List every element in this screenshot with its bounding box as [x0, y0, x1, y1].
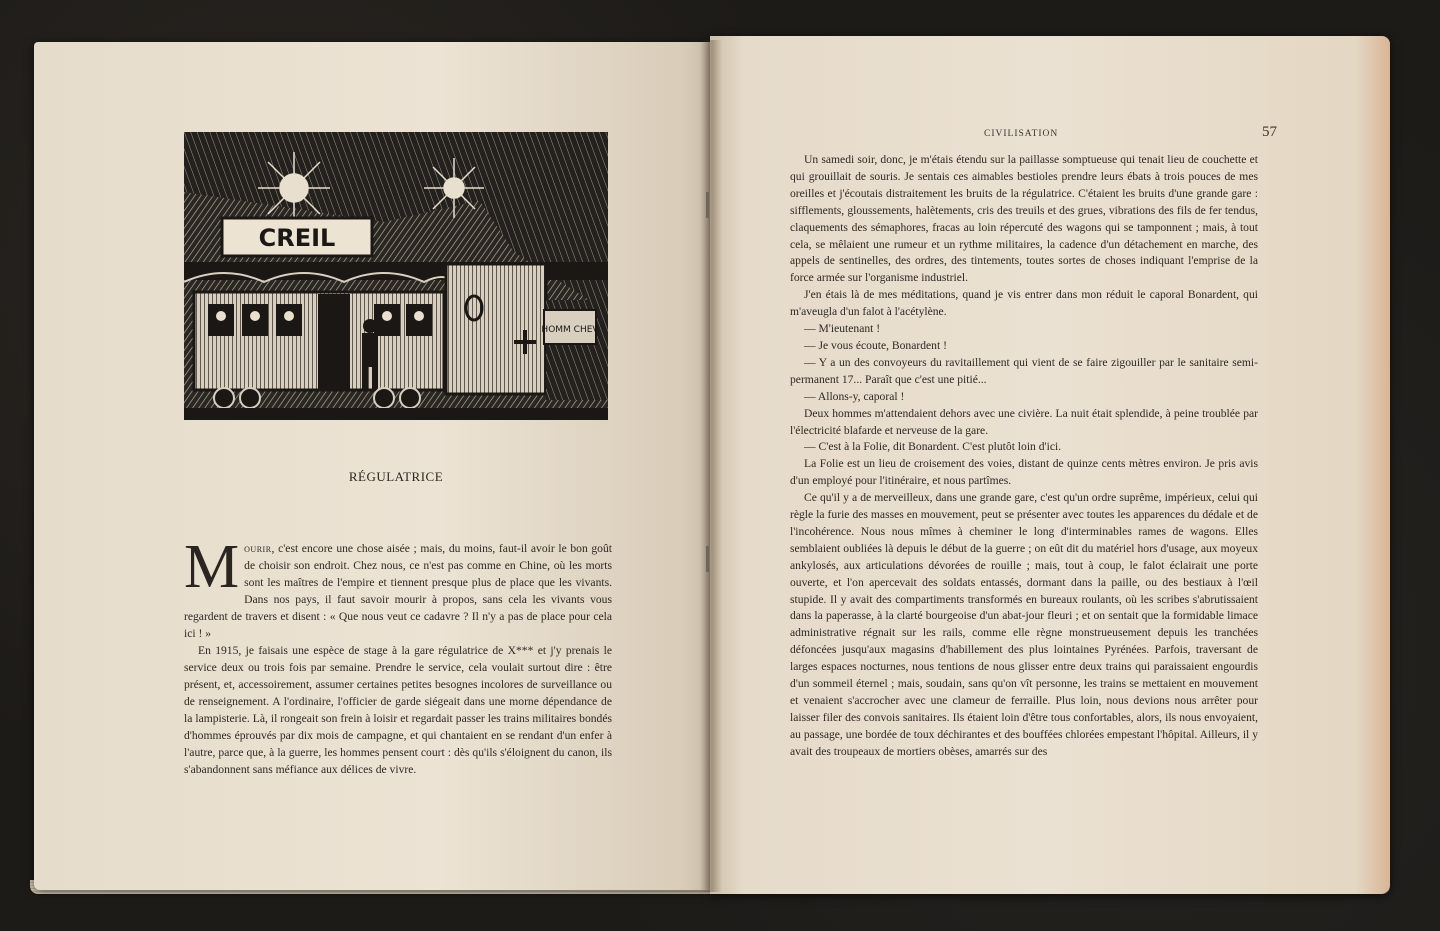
paragraph-text: Un samedi soir, donc, je m'étais étendu sur la paillasse somptueuse qui tenait lieu de couchette et qui grouillait de souris. Je sentais ces aimables bestioles prendre leurs ébats à trois pouces de mes oreilles et j'écoutais distraitement les bruits de la régulatrice. C'étaient les bruits d'une grande gare : sifflements, gloussements, halètements, cris des treuils et des grues, vibrations des fils de fer tendus, claquements des sémaphores, fracas au loin répercuté des wagons qui se tamponnent ; mais, à tout cela, se mêlaient une rumeur et un rythme militaires, la cadence d'un détachement en marche, des appels de sentinelles, des ordres, des tintements, toutes sortes de choses indiquant l'emprise de la force armée sur l'organisme industriel. [790, 153, 1258, 285]
paragraph-text: En 1915, je faisais une espèce de stage à la gare régulatrice de X*** et j'y prenais le service deux ou trois fois par semaine. Prendre le service, cela voulait surtout dire : être présent, et, accessoirement, assumer certaines petites besognes incolores de surveillance ou de renseignement. A l'ordinaire, l'officier de garde siégeait dans une morne dépendance de la lampisterie. Là, il rongeait son frein à loisir et regardait passer les trains militaires bondés d'hommes éprouvés par dix mois de campagne, et qui chantaient en se rendant d'un enfer à l'autre, parce que, à la guerre, les hommes pensent court : dès qu'ils s'éloignent du canon, ils s'abandonnent sans méfiance aux délices de vivre. [184, 644, 612, 776]
paragraph-text: La Folie est un lieu de croisement des voies, distant de quinze cents mètres environ. Je pris avis d'un employé pour l'itinéraire, et nous partîmes. [790, 457, 1258, 488]
binding-stitch [706, 192, 709, 218]
paragraph-text: J'en étais là de mes méditations, quand je vis entrer dans mon réduit le caporal Bonardent, qui m'aveugla d'un falot à l'acétylène. [790, 288, 1258, 319]
dialogue-line: — Y a un des convoyeurs du ravitaillement qui vient de se faire zigouiller par le sanitaire semi-permanent 17... Paraît que c'est une pitié... [790, 355, 1258, 386]
paragraph-text: Ce qu'il y a de merveilleux, dans une grande gare, c'est qu'un ordre suprême, impérieux, celui qui règle la furie des masses en mouvement, peut se présenter avec toutes les apparences du dédale et de l'incohérence. Nous nous mîmes à cheminer le long d'interminables rames de wagons. Elles semblaient oubliées là depuis le début de la guerre ; on eût dit du matériel hors d'usage, aux moyeux ankylosés, aux articulations dévorées de rouille ; mais, tout à coup, le falot éclairait une porte ouverte, et l'on apercevait des soldats entassés, dormant dans la paille, ou des bestiaux à l'œil stupide. Il y avait des compartiments transformés en bureaux roulants, où les scribes s'abrutissaient dans la paperasse, à la clarté bourgeoise d'un abat-jour fleuri ; et on sentait que la formidable limace administrative régnait sur les rails, comme elle règne monstrueusement depuis les tranchées défoncées jusqu'aux magasins d'habillement des plus lointaines Pyrénées. Parfois, traversant de larges espaces nocturnes, nous tentions de nous glisser entre deux trains qui paraissaient engourdis d'un sommeil éternel ; mais, soudain, sans qu'on vît personne, les trains se mettaient en mouvement et venaient s'accrocher avec une clameur de ferraille. Plus loin, nous devions nous arrêter pour laisser filer des convois sanitaires. Ils étaient loin d'être tous confortables, alors, ils nous envoyaient, au passage, une bordée de toux déchirantes et des bouffées chlorées empestant l'hôpital. Ailleurs, il y avait des troupeaux de mortiers obèses, amarrés sur des [790, 491, 1258, 758]
station-sign-text: CREIL [258, 224, 336, 252]
left-page-text [184, 533, 612, 778]
drop-capital: M [184, 533, 240, 601]
right-page-text [790, 152, 1258, 761]
dialogue-line: — Je vous écoute, Bonardent ! [804, 338, 947, 352]
paragraph-text: Deux hommes m'attendaient dehors avec une civière. La nuit était splendide, à peine troublée par l'électricité blafarde et nerveuse de la gare. [790, 406, 1258, 437]
book-gutter [700, 40, 722, 892]
opening-paragraph [184, 533, 612, 642]
woodcut-illustration [184, 132, 608, 420]
dialogue-line: — Allons-y, caporal ! [804, 389, 905, 403]
page-number: 57 [1262, 124, 1277, 140]
lead-word: ourir [244, 542, 272, 555]
side-sign-text: HOMM CHEV [541, 325, 599, 335]
dialogue-line: — C'est à la Folie, dit Bonardent. C'est plutôt loin d'ici. [804, 440, 1062, 454]
running-head: CIVILISATION [984, 129, 1059, 139]
binding-stitch [706, 546, 709, 572]
chapter-title: RÉGULATRICE [348, 469, 444, 484]
dialogue-line: — M'ieutenant ! [804, 322, 881, 336]
paragraph-text: , c'est encore une chose aisée ; mais, du moins, faut-il avoir le bon goût de choisir son endroit. Chez nous, ce n'est pas comme en Chine, où les morts sont les maîtres de l'empire et tiennent presque plus de place que les vivants. Dans nos pays, il faut savoir mourir à propos, sans cela les vivants vous regardent de travers et disent : « Que nous veut ce cadavre ? Il n'y a pas de place pour cela ici ! » [184, 542, 612, 640]
